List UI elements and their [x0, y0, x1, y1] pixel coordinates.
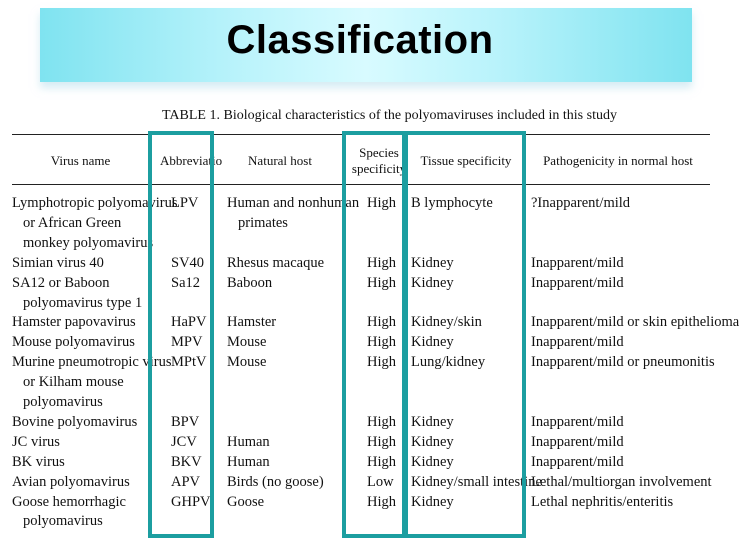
header-virus-name: Virus name [50, 153, 111, 168]
abbreviation-cell: BKV [171, 453, 202, 470]
tissue-specificity-cell: Kidney [411, 493, 454, 510]
species-specificity-cell: Low [367, 473, 394, 490]
virus-name-cell: BK virus [12, 453, 65, 470]
natural-host-cell: Human [227, 433, 270, 450]
species-specificity-cell: High [367, 453, 396, 470]
virus-name-cell: polyomavirus [23, 513, 103, 530]
abbreviation-column-outline [148, 131, 223, 538]
header-species-line-1: Species [359, 145, 399, 160]
virus-name-cell: SA12 or Baboon [12, 274, 110, 291]
abbreviation-cell: MPtV [171, 354, 207, 371]
tissue-specificity-cell: B lymphocyte [411, 195, 493, 211]
abbreviation-cell: LPV [171, 195, 199, 211]
abbreviation-cell: SV40 [171, 254, 205, 271]
pathogenicity-cell: Inapparent/mild or skin epithelioma [531, 314, 739, 331]
natural-host-cell: Human [227, 453, 270, 470]
pathogenicity-cell: Inapparent/mild [531, 433, 624, 450]
abbreviation-cell: JCV [171, 433, 197, 450]
pathogenicity-cell: ?Inapparent/mild [531, 195, 631, 211]
virus-name-cell: polyomavirus [23, 394, 103, 410]
slide-title: Classification [226, 18, 494, 62]
pathogenicity-cell: Inapparent/mild [531, 274, 624, 291]
header-natural-host: Natural host [248, 153, 312, 168]
pathogenicity-cell: Lethal nephritis/enteritis [531, 493, 674, 510]
virus-name-cell: or African Green [23, 214, 122, 231]
pathogenicity-cell: Inapparent/mild [531, 413, 624, 430]
natural-host-cell: Mouse [227, 354, 267, 371]
header-pathogenicity: Pathogenicity in normal host [543, 153, 693, 168]
abbreviation-cell: MPV [171, 334, 203, 351]
tissue-specificity-cell: Kidney [411, 413, 454, 430]
header-species-line-2: specificity [351, 161, 407, 176]
pathogenicity-cell: Inapparent/mild or pneumonitis [531, 354, 715, 371]
tissue-specificity-cell: Lung/kidney [411, 354, 486, 371]
pathogenicity-cell: Lethal/multiorgan involvement [531, 473, 712, 490]
natural-host-cell: primates [238, 214, 288, 231]
natural-host-cell: Baboon [227, 274, 273, 291]
natural-host-cell: Mouse [227, 334, 267, 351]
natural-host-cell: Human and nonhuman [227, 195, 360, 211]
tissue-specificity-cell: Kidney [411, 274, 454, 291]
virus-name-cell: Bovine polyomavirus [12, 413, 138, 430]
species-specificity-cell: High [367, 274, 396, 291]
species-specificity-cell: High [367, 314, 396, 331]
header-abbreviation: Abbreviatio [160, 153, 223, 168]
abbreviation-cell: Sa12 [171, 274, 200, 291]
species-column-outline [342, 131, 406, 538]
virus-name-cell: Avian polyomavirus [12, 473, 130, 490]
table-caption: TABLE 1. Biological characteristics of the polyomaviruses included in this study [162, 108, 617, 123]
virus-name-cell: polyomavirus type 1 [23, 294, 143, 311]
virus-name-cell: Simian virus 40 [12, 254, 104, 271]
virus-name-cell: Goose hemorrhagic [12, 493, 126, 510]
virus-name-cell: Mouse polyomavirus [12, 334, 135, 351]
virus-name-cell: Lymphotropic polyomavirus [12, 195, 178, 211]
virus-name-cell: or Kilham mouse [23, 374, 124, 391]
tissue-specificity-cell: Kidney [411, 334, 454, 351]
natural-host-cell: Goose [227, 493, 265, 510]
species-specificity-cell: High [367, 493, 396, 510]
species-specificity-cell: High [367, 413, 396, 430]
header-tissue-specificity: Tissue specificity [420, 153, 512, 168]
tissue-specificity-cell: Kidney [411, 433, 454, 450]
virus-name-cell: Hamster papovavirus [12, 314, 136, 331]
abbreviation-cell: APV [171, 473, 201, 490]
abbreviation-cell: GHPV [171, 493, 211, 510]
species-specificity-cell: High [367, 195, 396, 211]
pathogenicity-cell: Inapparent/mild [531, 453, 624, 470]
natural-host-cell: Birds (no goose) [227, 473, 324, 490]
tissue-specificity-cell: Kidney [411, 453, 454, 470]
natural-host-cell: Rhesus macaque [227, 254, 325, 271]
abbreviation-cell: BPV [171, 413, 200, 430]
species-specificity-cell: High [367, 254, 396, 271]
tissue-column-outline [404, 131, 542, 538]
species-specificity-cell: High [367, 334, 396, 351]
pathogenicity-cell: Inapparent/mild [531, 254, 624, 271]
virus-name-cell: JC virus [12, 433, 60, 450]
tissue-specificity-cell: Kidney/small intestine [411, 473, 542, 490]
abbreviation-cell: HaPV [171, 314, 207, 331]
virus-name-cell: monkey polyomavirus [23, 234, 154, 251]
species-specificity-cell: High [367, 354, 396, 371]
virus-name-cell: Murine pneumotropic virus [12, 354, 172, 371]
species-specificity-cell: High [367, 433, 396, 450]
tissue-specificity-cell: Kidney [411, 254, 454, 271]
pathogenicity-cell: Inapparent/mild [531, 334, 624, 351]
tissue-specificity-cell: Kidney/skin [411, 314, 482, 331]
natural-host-cell: Hamster [227, 314, 277, 331]
